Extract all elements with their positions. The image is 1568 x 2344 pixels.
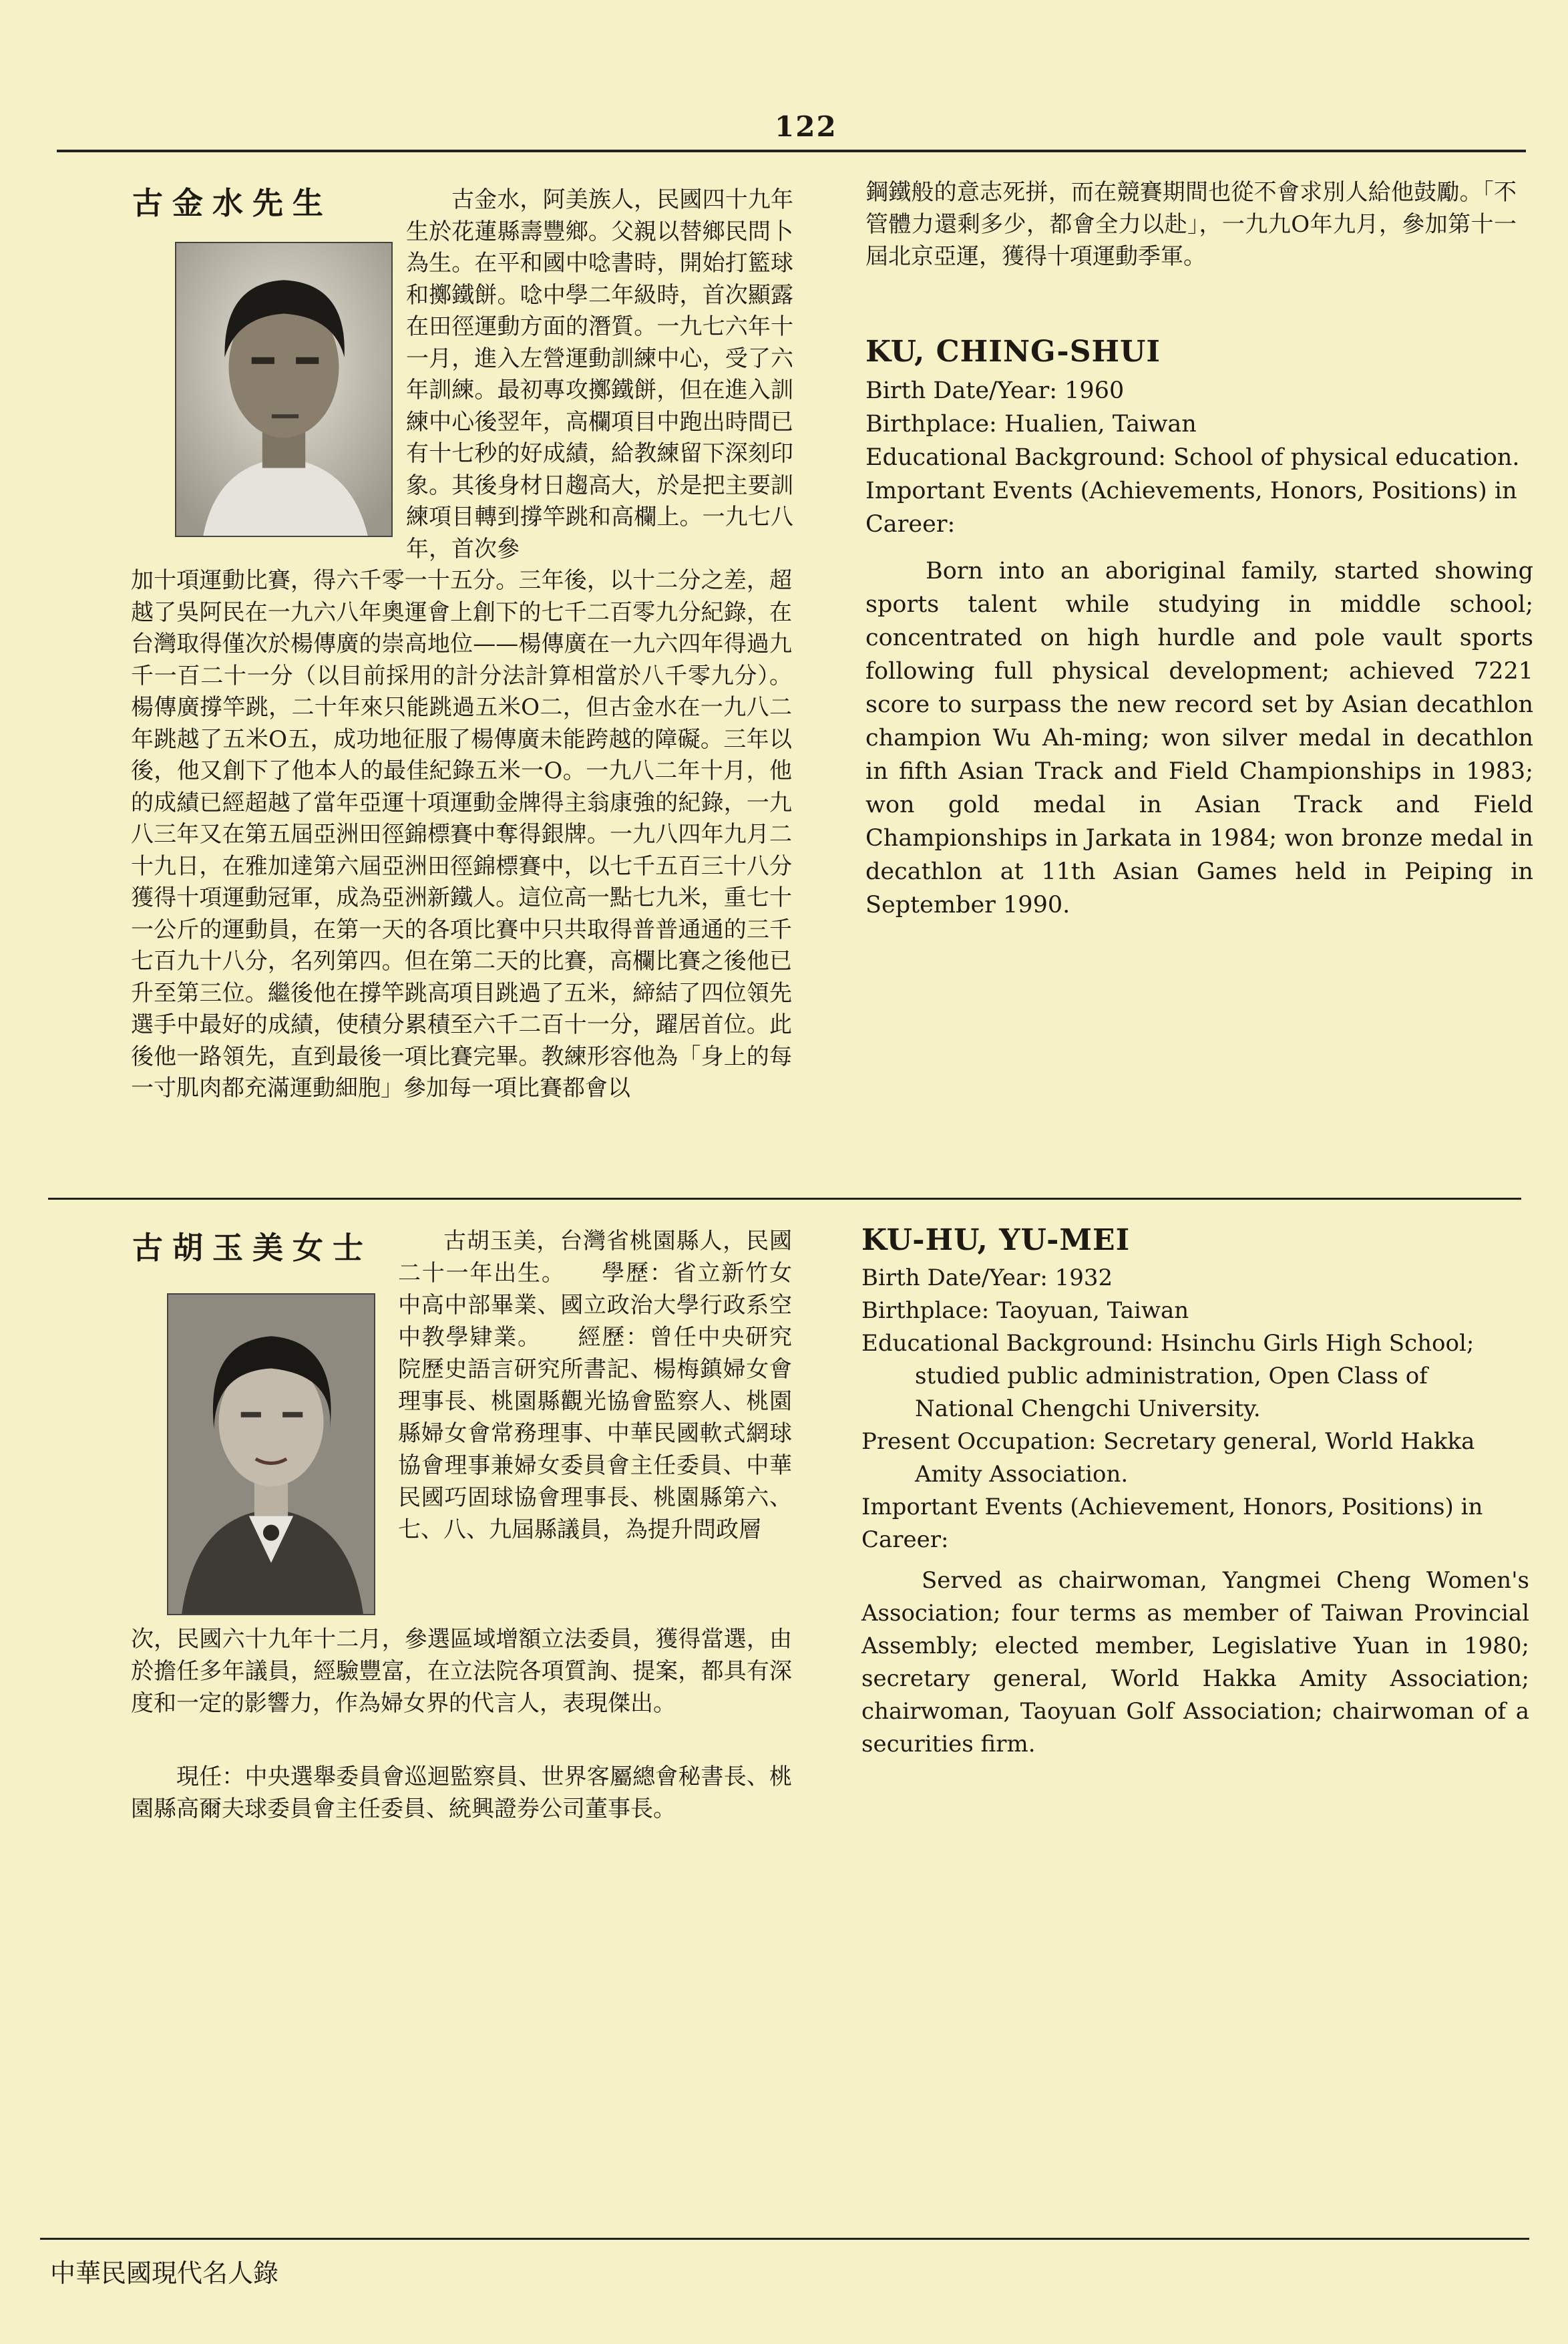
footer-title: 中華民國現代名人錄 <box>50 2258 279 2288</box>
birth-date: Birth Date/Year: 1932 <box>861 1265 1113 1291</box>
present-position-zh: 現任：中央選舉委員會巡迴監察員、世界客屬總會秘書長、桃園縣高爾夫球委員會主任委員、統興證券公司董事長。 <box>131 1764 792 1822</box>
person-name-en: KU, CHING-SHUI <box>865 335 1161 369</box>
person-name-zh: 古金水先生 <box>132 185 333 221</box>
header-rule <box>57 150 1526 152</box>
page-number: 122 <box>775 110 837 143</box>
portrait-photo <box>167 1293 375 1615</box>
birth-date: Birth Date/Year: 1960 <box>865 377 1125 404</box>
biography-zh: 古金水，阿美族人，民國四十九年生於花蓮縣壽豐鄉。父親以替鄉民問卜為生。在平和國中唸書時，開始打籃球和擲鐵餅。唸中學二年級時，首次顯露在田徑運動方面的潛質。一九七六年十一月，進入左營運動訓練中心，受了六年訓練。最初專攻擲鐵餅，但在進入訓練中心後翌年，高欄項目中跑出時間已有十七秒的好成績，給教練留下深刻印象。其後身材日趨高大，於是把主要訓練項目轉到撐竿跳和高欄上。一九七八年，首次參 <box>406 186 793 562</box>
biography-zh-continued: 次，民國六十九年十二月，參選區域增額立法委員，獲得當選，由於擔任多年議員，經驗豐富，在立法院各項質詢、提案，都具有深度和一定的影響力，作為婦女界的代言人，表現傑出。 <box>131 1626 792 1717</box>
biography-en: Born into an aboriginal family, started showing sports talent while studying in middle school; concentrated on high hurdle and pole vault sports following full physical development; achieved 7221 score to surpass the new record set by Asian decathlon champion Wu Ah-ming; won silver medal in decathlon in fifth Asian Track and Field Championships in 1983; won gold medal in Asian Track and Field Championships in Jarkata in 1984; won bronze medal in decathlon at 11th Asian Games held in Peiping in September 1990. <box>865 558 1533 918</box>
birthplace: Birthplace: Taoyuan, Taiwan <box>861 1297 1189 1324</box>
present-occupation: Present Occupation: Secretary general, World Hakka Amity Association. <box>861 1428 1475 1488</box>
events-heading: Important Events (Achievement, Honors, Positions) in Career: <box>861 1494 1483 1553</box>
section-rule <box>48 1198 1521 1200</box>
english-entry <box>861 1224 1529 1761</box>
events-heading: Important Events (Achievements, Honors, Positions) in Career: <box>865 478 1517 538</box>
education: Educational Background: School of physical education. <box>865 444 1520 471</box>
english-entry <box>865 335 1533 922</box>
education: Educational Background: Hsinchu Girls High School; studied public administration, Open Class of National Chengchi University. <box>861 1330 1475 1422</box>
person-name-en: KU-HU, YU-MEI <box>861 1223 1131 1257</box>
biography-zh-column2: 鋼鐵般的意志死拼，而在競賽期間也從不會求別人給他鼓勵。「不管體力還剩多少，都會全力以赴」，一九九O年九月，參加第十一屆北京亞運，獲得十項運動季軍。 <box>865 179 1517 270</box>
portrait-photo <box>175 242 393 537</box>
person-name-zh: 古胡玉美女士 <box>132 1230 373 1266</box>
biography-zh-continued: 加十項運動比賽，得六千零一十五分。三年後，以十二分之差，超越了吳阿民在一九六八年奧運會上創下的七千二百零九分紀錄，在台灣取得僅次於楊傳廣的崇高地位——楊傳廣在一九六四年得過九千一百二十一分（以目前採用的計分法計算相當於八千零九分）。楊傳廣撐竿跳，二十年來只能跳過五米O二，但古金水在一九八二年跳越了五米O五，成功地征服了楊傳廣未能跨越的障礙。三年以後，他又創下了他本人的最佳紀錄五米一O。一九八二年十月，他的成績已經超越了當年亞運十項運動金牌得主翁康強的紀錄，一九八三年又在第五屆亞洲田徑錦標賽中奪得銀牌。一九八四年九月二十九日，在雅加達第六屆亞洲田徑錦標賽中，以七千五百三十八分獲得十項運動冠軍，成為亞洲新鐵人。這位高一點七九米，重七十一公斤的運動員，在第一天的各項比賽中只共取得普普通通的三千七百九十八分，名列第四。但在第二天的比賽，高欄比賽之後他已升至第三位。繼後他在撐竿跳高項目跳過了五米，締結了四位領先選手中最好的成績，使積分累積至六千二百十一分，躍居首位。此後他一路領先，直到最後一項比賽完畢。教練形容他為「身上的每一寸肌肉都充滿運動細胞」參加每一項比賽都會以 <box>131 567 792 1102</box>
birthplace: Birthplace: Hualien, Taiwan <box>865 411 1197 438</box>
biography-en: Served as chairwoman, Yangmei Cheng Women's Association; four terms as member of Taiwan Provincial Assembly; elected member, Legislative Yuan in 1980; secretary general, World Hakka Amity Association; chairwoman, Taoyuan Golf Association; chairwoman of a securities firm. <box>861 1567 1529 1757</box>
footer-rule <box>40 2238 1529 2240</box>
biography-zh: 古胡玉美，台灣省桃園縣人，民國二十一年出生。 學歷：省立新竹女中高中部畢業、國立政治大學行政系空中教學肄業。 經歷：曾任中央研究院歷史語言研究所書記、楊梅鎮婦女會理事長、桃園縣觀光協會監察人、桃園縣婦女會常務理事、中華民國軟式網球協會理事兼婦女委員會主任委員、中華民國巧固球協會理事長、桃園縣第六、七、八、九屆縣議員，為提升問政層 <box>398 1228 792 1543</box>
